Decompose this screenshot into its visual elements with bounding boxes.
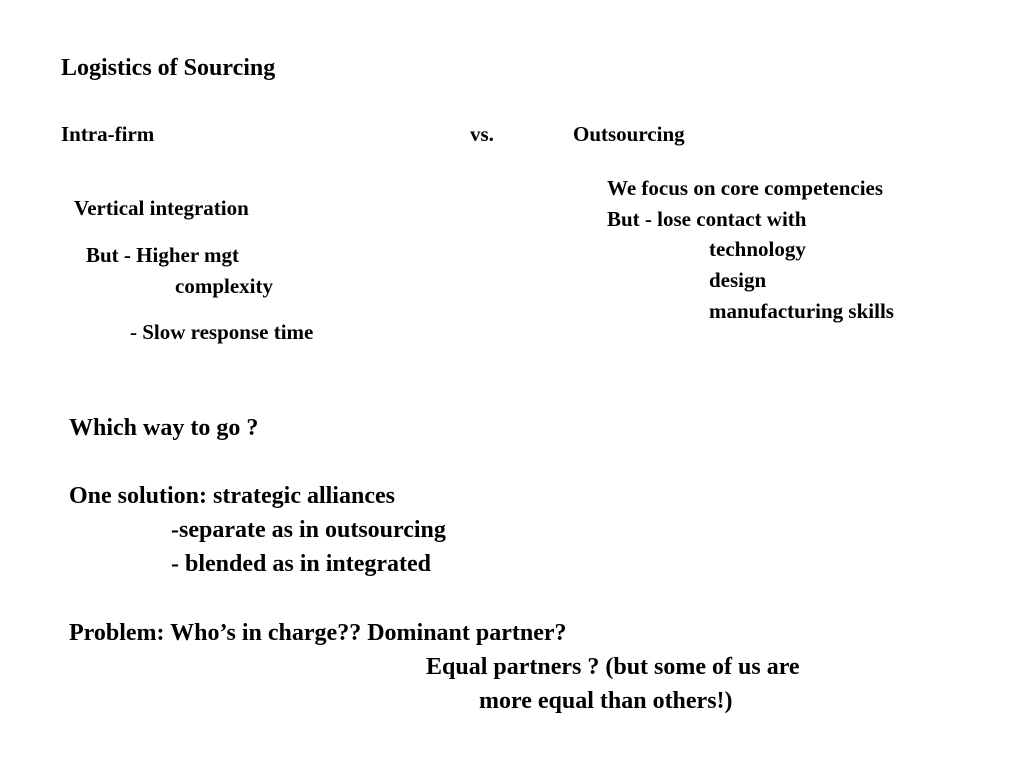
intra-firm-drawback-2: - Slow response time bbox=[130, 320, 314, 344]
question-line: Which way to go ? bbox=[69, 415, 259, 441]
outsourcing-header: Outsourcing bbox=[573, 122, 685, 146]
problem-line-equal-partners: Equal partners ? (but some of us are bbox=[426, 654, 800, 680]
intra-firm-drawback-1-cont: complexity bbox=[175, 274, 273, 298]
problem-line: Problem: Who’s in charge?? Dominant partner? bbox=[69, 620, 567, 646]
slide-title: Logistics of Sourcing bbox=[61, 55, 276, 81]
solution-point-blended: - blended as in integrated bbox=[171, 551, 432, 577]
outsourcing-drawback-item-design: design bbox=[709, 268, 767, 292]
intra-firm-drawback-1: But - Higher mgt bbox=[86, 243, 240, 267]
vs-label: vs. bbox=[470, 122, 494, 146]
intra-firm-header: Intra-firm bbox=[61, 122, 155, 146]
outsourcing-drawback-item-manufacturing: manufacturing skills bbox=[709, 299, 894, 323]
outsourcing-benefit: We focus on core competencies bbox=[607, 176, 884, 200]
problem-line-more-equal: more equal than others!) bbox=[479, 688, 733, 714]
outsourcing-drawback-item-technology: technology bbox=[709, 237, 806, 261]
solution-line: One solution: strategic alliances bbox=[69, 483, 395, 509]
outsourcing-drawback: But - lose contact with bbox=[607, 207, 807, 231]
solution-point-separate: -separate as in outsourcing bbox=[171, 517, 446, 543]
vertical-integration-label: Vertical integration bbox=[74, 196, 249, 220]
